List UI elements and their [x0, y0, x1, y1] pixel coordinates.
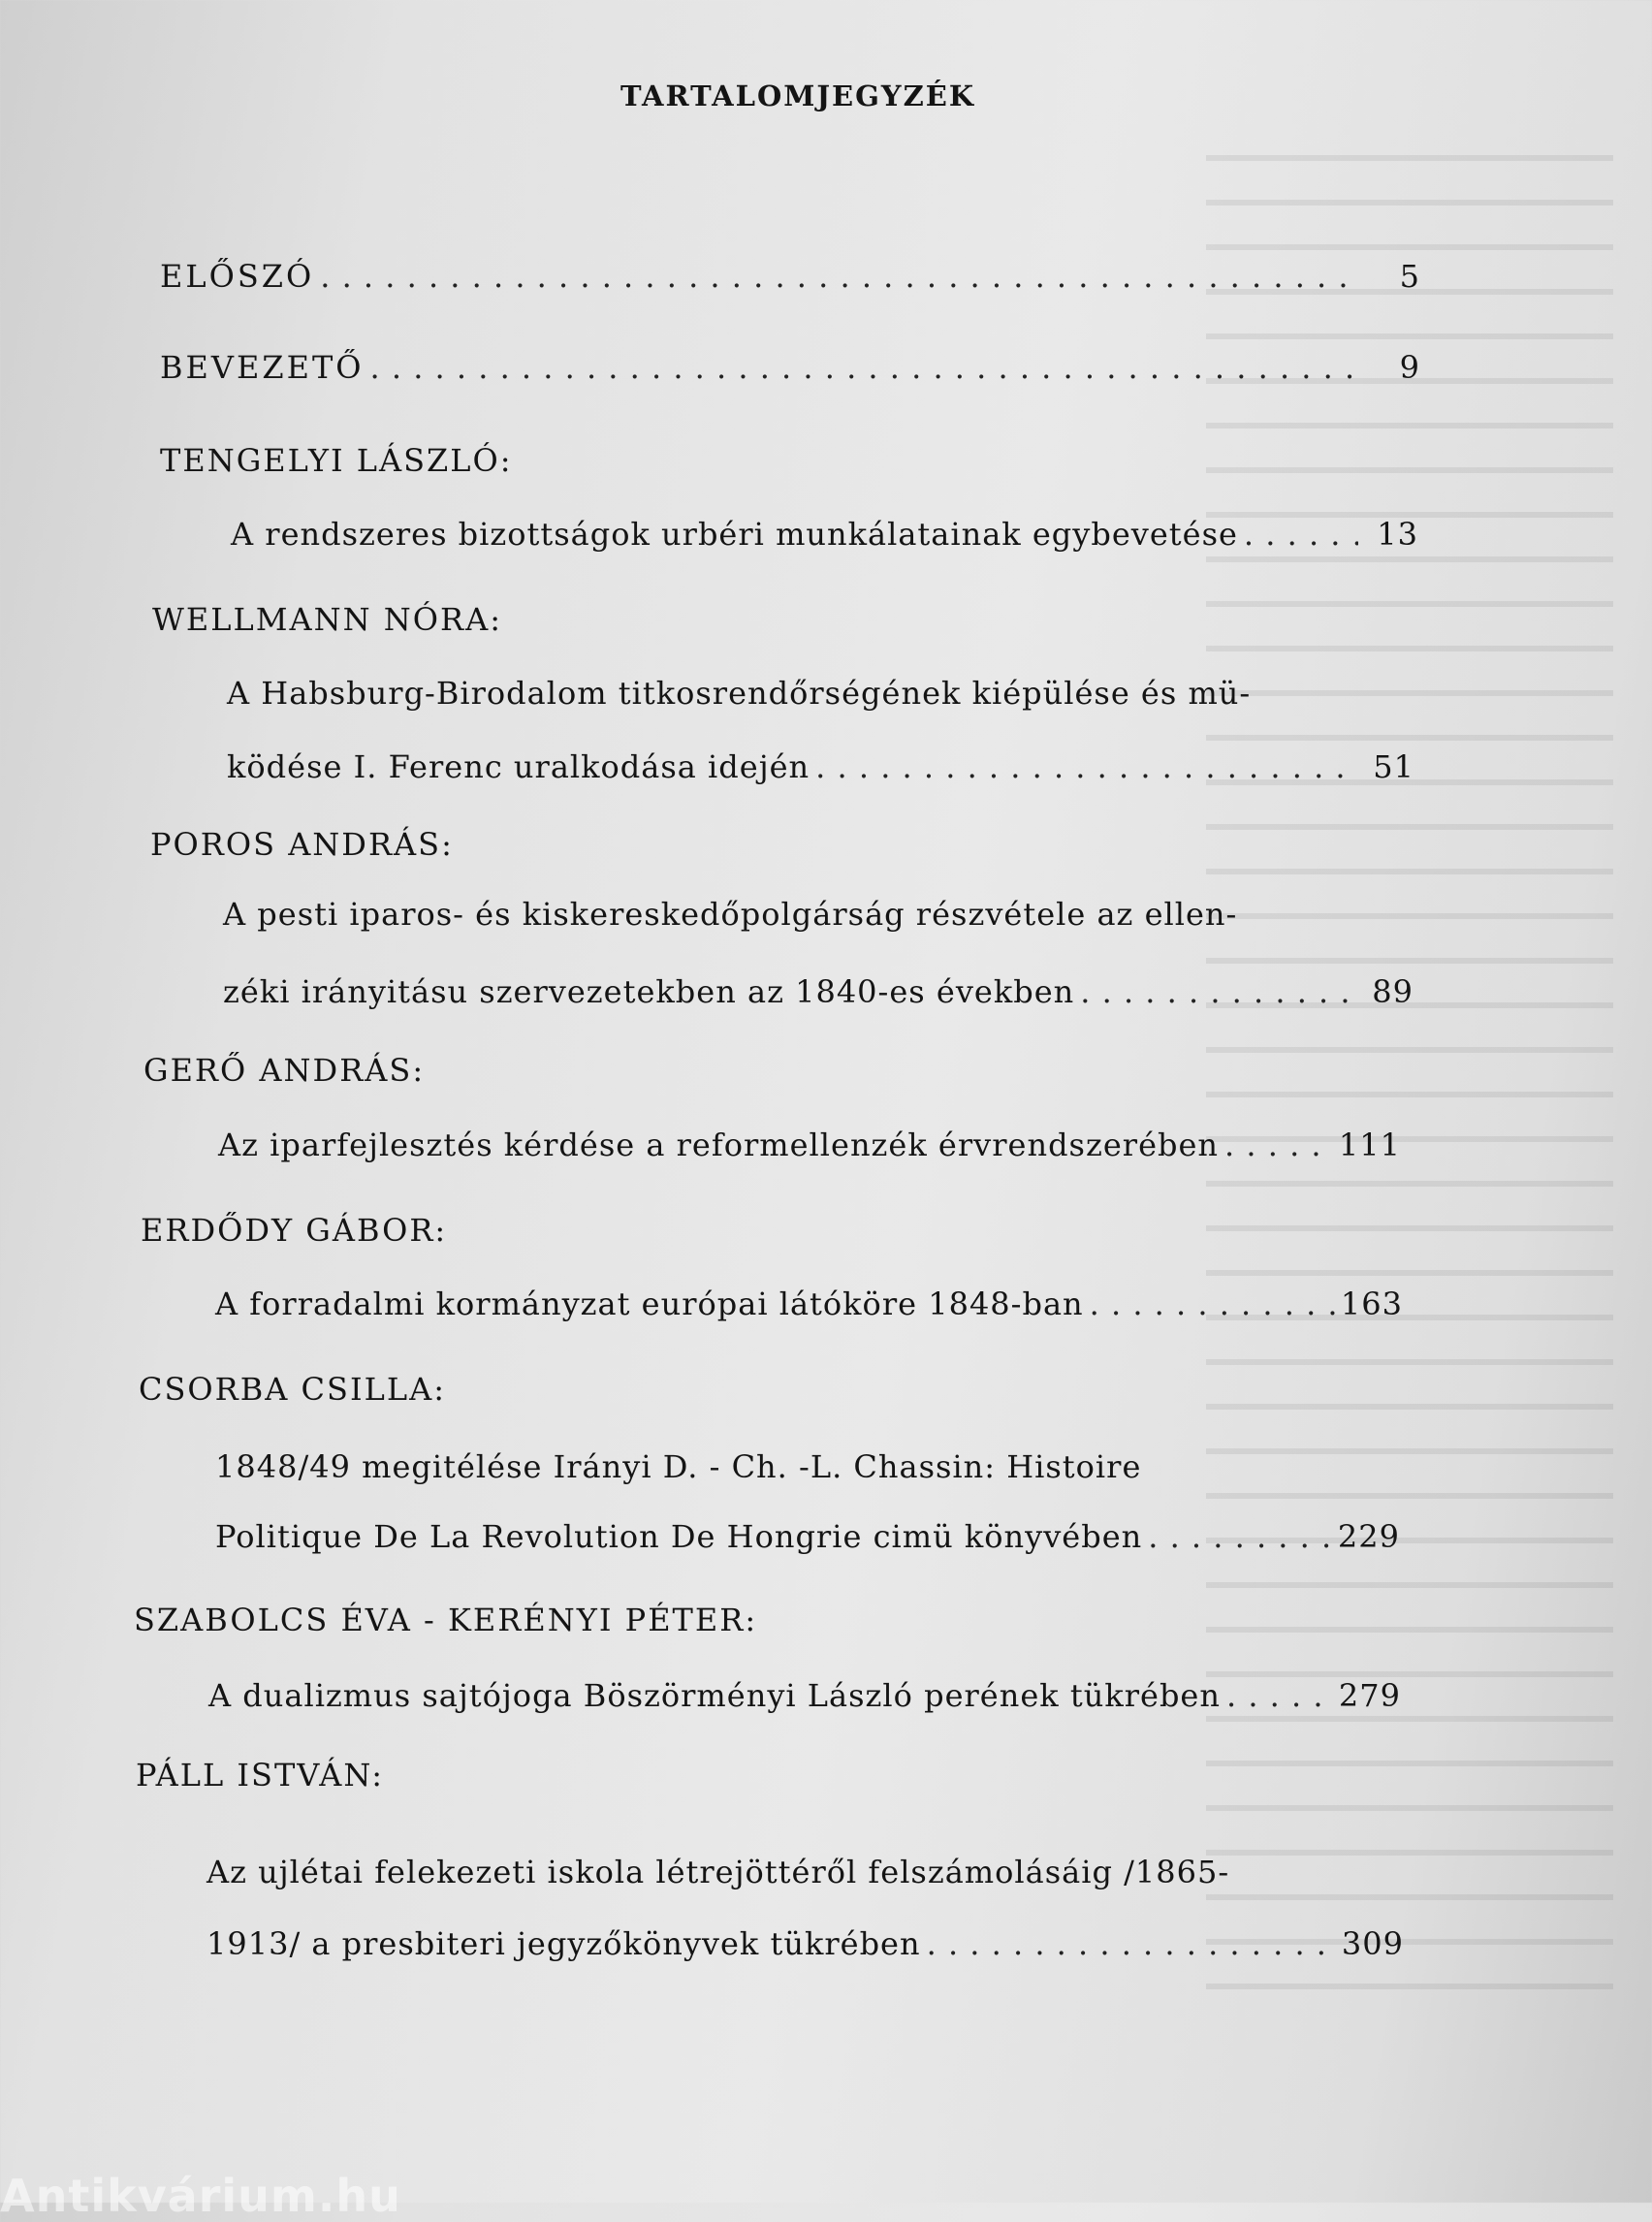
toc-entry	[215, 1518, 1400, 1555]
toc-entry	[215, 1286, 1403, 1322]
toc-page-number: 229	[1337, 1518, 1400, 1555]
toc-title-line: zéki irányitásu szervezetekben az 1840-es években	[223, 973, 1075, 1010]
toc-entry-introduction	[160, 349, 1420, 386]
toc-label: BEVEZETŐ	[160, 349, 365, 386]
toc-entry	[231, 516, 1418, 553]
toc-title-line: 1848/49 megitélése Irányi D. - Ch. -L. Chassin: Histoire	[215, 1448, 1142, 1485]
toc-title-line: ködése I. Ferenc uralkodása idején	[227, 748, 810, 785]
leader-dots	[1090, 1286, 1335, 1322]
toc-author: SZABOLCS ÉVA - KERÉNYI PÉTER:	[134, 1602, 758, 1638]
toc-entry	[223, 973, 1414, 1010]
toc-page-number: 163	[1340, 1286, 1403, 1322]
page-title: TARTALOMJEGYZÉK	[620, 79, 976, 112]
toc-author: PÁLL ISTVÁN:	[136, 1757, 384, 1793]
toc-title-line: A pesti iparos- és kiskereskedőpolgárság részvétele az ellen-	[223, 896, 1238, 933]
toc-title: A forradalmi kormányzat európai látóköre 1848-ban	[215, 1286, 1084, 1322]
toc-author: GERŐ ANDRÁS:	[143, 1052, 426, 1089]
leader-dots	[320, 258, 1360, 295]
toc-title: Az iparfejlesztés kérdése a reformellenzék érvrendszerében	[218, 1127, 1220, 1163]
toc-page-number: 5	[1399, 258, 1420, 295]
toc-entry	[218, 1127, 1401, 1163]
toc-page-number: 111	[1338, 1127, 1401, 1163]
toc-entry-foreword	[160, 258, 1420, 295]
toc-author: CSORBA CSILLA:	[139, 1371, 446, 1408]
toc-author: WELLMANN NÓRA:	[152, 601, 503, 638]
leader-dots	[815, 748, 1354, 785]
toc-page-number: 51	[1373, 748, 1414, 785]
toc-title: A rendszeres bizottságok urbéri munkálatainak egybevetése	[231, 516, 1238, 553]
leader-dots	[370, 349, 1360, 386]
toc-title-line: 1913/ a presbiteri jegyzőkönyvek tükrében	[206, 1925, 921, 1962]
toc-author: ERDŐDY GÁBOR:	[141, 1212, 448, 1249]
toc-page-number: 89	[1372, 973, 1414, 1010]
toc-page-number: 13	[1377, 516, 1418, 553]
toc-title-line: Az ujlétai felekezeti iskola létrejöttéről felszámolásáig /1865-	[206, 1854, 1230, 1890]
toc-label: ELŐSZÓ	[160, 258, 315, 295]
toc-author: POROS ANDRÁS:	[150, 826, 454, 863]
leader-dots	[927, 1925, 1336, 1962]
toc-page-number: 9	[1399, 349, 1420, 386]
leader-dots	[1244, 516, 1358, 553]
toc-page-number: 309	[1341, 1925, 1404, 1962]
toc-page-number: 279	[1338, 1677, 1401, 1714]
toc-title-line: A Habsburg-Birodalom titkosrendőrségének kiépülése és mü-	[227, 675, 1252, 712]
leader-dots	[1226, 1677, 1333, 1714]
toc-title: A dualizmus sajtójoga Böszörményi László perének tükrében	[208, 1677, 1221, 1714]
leader-dots	[1148, 1518, 1332, 1555]
toc-entry	[206, 1925, 1404, 1962]
toc-entry	[208, 1677, 1401, 1714]
bleed-through-text	[1206, 155, 1613, 1997]
toc-author: TENGELYI LÁSZLÓ:	[160, 442, 513, 479]
leader-dots	[1080, 973, 1353, 1010]
toc-entry	[227, 748, 1414, 785]
toc-title-line: Politique De La Revolution De Hongrie cimü könyvében	[215, 1518, 1143, 1555]
leader-dots	[1224, 1127, 1333, 1163]
watermark: Antikvárium.hu	[0, 2170, 401, 2222]
